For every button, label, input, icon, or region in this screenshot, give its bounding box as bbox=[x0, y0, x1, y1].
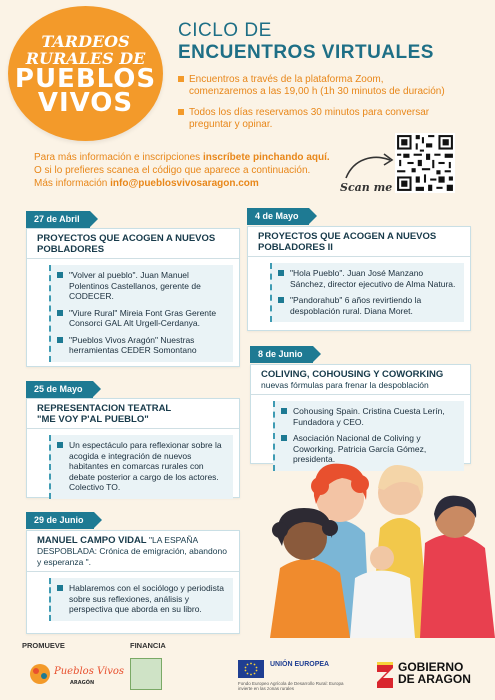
session-card-1 bbox=[26, 228, 240, 367]
orange-bullet-icon bbox=[178, 109, 184, 115]
session-5-body bbox=[49, 578, 233, 621]
session-1-item-2: "Viure Rural" Mireia Font Gras Gerente Consorci GAL Alt Urgell-Cerdanya. bbox=[59, 308, 225, 329]
date-tag-4-mayo: 4 de Mayo bbox=[247, 208, 309, 225]
session-4-title bbox=[251, 365, 470, 395]
info-bullet-2-line-1: Todos los días reservamos 30 minutos para conversar bbox=[189, 107, 430, 118]
date-tag-27-abril: 27 de Abril bbox=[26, 211, 90, 228]
session-1-body bbox=[49, 265, 233, 362]
session-3-title-line-2: "ME VOY P'AL PUEBLO" bbox=[37, 414, 149, 425]
session-3-title bbox=[27, 399, 239, 429]
date-tag-8-junio: 8 de Junio bbox=[250, 346, 313, 363]
svg-text:ARAGÓN: ARAGÓN bbox=[70, 680, 95, 686]
session-5-title-book: "LA ESPAÑA DESPOBLADA: Crónica de emigración, abandono y esperanza ". bbox=[37, 535, 227, 567]
info-bullet-1-line-2: comenzaremos a las 19,00 h (1h 30 minutos de duración) bbox=[189, 86, 445, 97]
pueblos-vivos-aragon-logo-icon bbox=[22, 654, 125, 690]
session-4-item-1: Cohousing Spain. Cristina Cuesta Lerín, Fundadora y CEO. bbox=[283, 406, 456, 427]
session-card-2 bbox=[247, 226, 471, 331]
session-1-item-3: "Pueblos Vivos Aragón" Nuestras herramientas CEDER Somontano bbox=[59, 335, 225, 356]
svg-text:Pueblos Vivos: Pueblos Vivos bbox=[54, 666, 125, 677]
scan-me-label: Scan me bbox=[340, 181, 393, 194]
leader-logo-icon bbox=[130, 658, 162, 690]
email-link[interactable]: info@pueblosvivosaragon.com bbox=[110, 178, 259, 189]
contact-block bbox=[34, 151, 354, 190]
session-1-title: PROYECTOS QUE ACOGEN A NUEVOS POBLADORES bbox=[27, 229, 239, 259]
logo-line-2: RURALES DE bbox=[25, 48, 146, 68]
people-illustration-icon bbox=[260, 438, 495, 638]
session-2-title: PROYECTOS QUE ACOGEN A NUEVOS POBLADORES II bbox=[248, 227, 470, 257]
eu-flag-icon bbox=[238, 660, 264, 678]
pueblos-vivos-logo bbox=[8, 6, 163, 141]
logo-line-1: TARDEOS bbox=[41, 31, 130, 51]
info-bullet-2 bbox=[178, 107, 488, 131]
session-3-body bbox=[49, 435, 233, 499]
gobierno-label: GOBIERNO bbox=[398, 660, 464, 674]
session-5-item-1: Hablaremos con el sociólogo y periodista sobre sus reflexiones, análisis y perspectiva que aborda en su libro. bbox=[59, 583, 225, 615]
gobierno-aragon-label bbox=[398, 661, 471, 685]
orange-bullet-icon bbox=[178, 76, 184, 82]
session-4-title-text: COLIVING, COHOUSING Y COWORKING bbox=[261, 369, 444, 380]
session-3-title-line-1: REPRESENTACION TEATRAL bbox=[37, 403, 172, 414]
session-2-body bbox=[270, 263, 464, 322]
session-1-item-1: "Volver al pueblo". Juan Manuel Polentinos Castellanos, gerente de CODECER. bbox=[59, 270, 225, 302]
financia-label: FINANCIA bbox=[130, 641, 166, 650]
info-bullet-2-line-2: preguntar y opinar. bbox=[189, 119, 273, 130]
date-tag-25-mayo: 25 de Mayo bbox=[26, 381, 93, 398]
session-2-item-1: "Hola Pueblo". Juan José Manzano Sánchez, director ejecutivo de Alma Natura. bbox=[280, 268, 456, 289]
session-5-title bbox=[27, 531, 239, 572]
info-bullet-1-line-1: Encuentros a través de la plataforma Zoom, bbox=[189, 74, 384, 85]
logo-line-3: PUEBLOS bbox=[14, 63, 157, 94]
session-4-subtitle: nuevas fórmulas para frenar la despoblación bbox=[261, 380, 429, 390]
eu-label: UNIÓN EUROPEA bbox=[270, 661, 330, 668]
contact-line-2: O si lo prefieres scanea el código que aparece a continuación. bbox=[34, 165, 311, 176]
signup-link[interactable]: inscríbete pinchando aquí. bbox=[202, 152, 330, 163]
contact-line-3: Más información bbox=[34, 178, 111, 189]
session-5-title-name: MANUEL CAMPO VIDAL bbox=[37, 535, 147, 546]
session-4-item-2: Asociación Nacional de Coliving y Coworking. Patricia García Gómez, presidenta. bbox=[283, 433, 456, 465]
aragon-emblem-icon bbox=[375, 660, 395, 690]
session-card-5 bbox=[26, 530, 240, 634]
session-2-item-2: "Pandorahub" 6 años revirtiendo la despoblación rural. Diana Moret. bbox=[280, 295, 456, 316]
date-tag-29-junio: 29 de Junio bbox=[26, 512, 94, 529]
contact-line-1: Para más información e inscripciones bbox=[34, 152, 203, 163]
promueve-label: PROMUEVE bbox=[22, 641, 65, 650]
info-bullet-1 bbox=[178, 74, 488, 98]
title-line-2: ENCUENTROS VIRTUALES bbox=[178, 42, 434, 63]
qr-code-icon[interactable] bbox=[395, 133, 455, 193]
curved-arrow-icon bbox=[340, 148, 400, 182]
session-3-item-1: Un espectáculo para reflexionar sobre la acogida e integración de nuevos habitantes en comarcas rurales con debate posterior a cargo de los actores. Colectivo TO. bbox=[59, 440, 225, 493]
de-aragon-label: DE ARAGON bbox=[398, 672, 471, 686]
logo-line-4: VIVOS bbox=[37, 87, 134, 118]
eu-fund-text: Fondo Europeo Agrícola de Desarrollo Rural: Europa invierte en las zonas rurales bbox=[238, 681, 344, 691]
title-line-1: CICLO DE bbox=[178, 20, 272, 41]
session-card-3 bbox=[26, 398, 240, 498]
